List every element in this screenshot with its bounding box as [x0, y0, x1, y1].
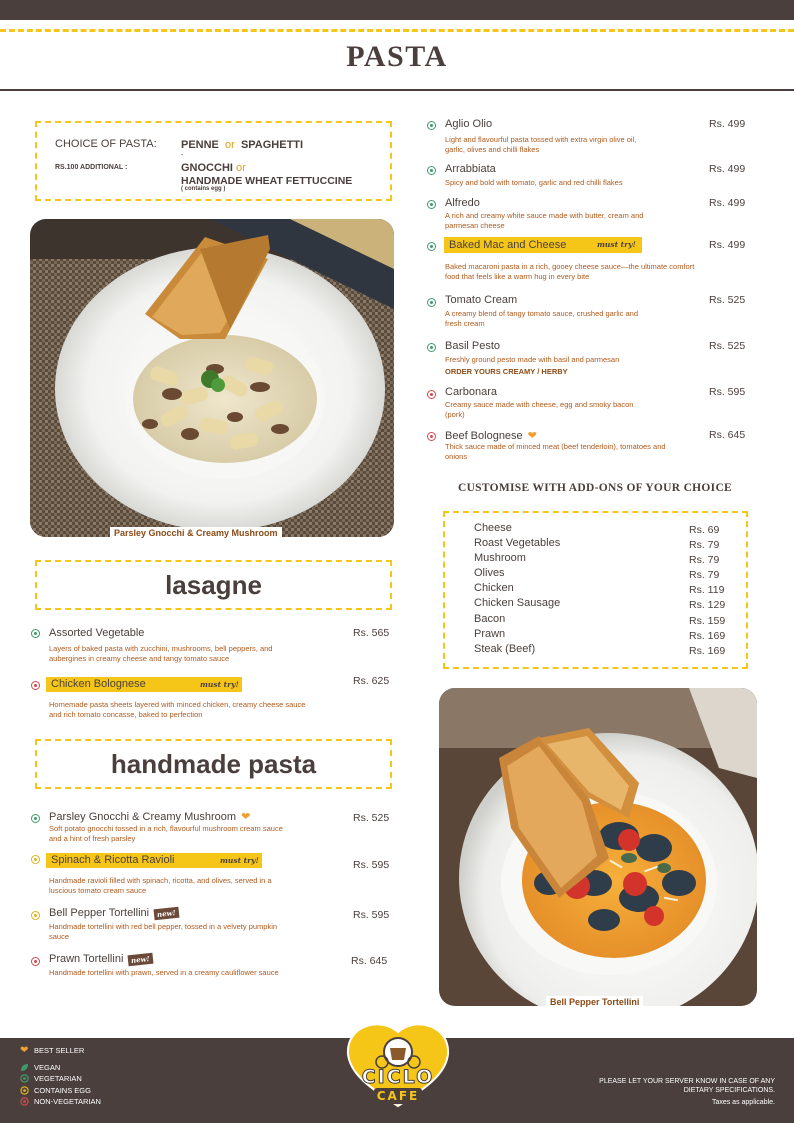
menu-item-description: Thick sauce made of minced meat (beef tenderloin), tomatoes and onions: [445, 442, 666, 461]
menu-item-description: Light and flavourful pasta tossed with extra virgin olive oil, garlic, olives and chilli flakes: [445, 135, 637, 154]
menu-item-price: Rs. 525: [353, 812, 390, 824]
choice-label: CHOICE OF PASTA:: [55, 138, 157, 150]
addon-name: Cheese: [474, 522, 512, 534]
choice-separator: -: [181, 152, 184, 159]
menu-item-name: Aglio Olio: [445, 118, 493, 130]
menu-item-price: Rs. 565: [353, 627, 390, 639]
new-tag: new!: [154, 907, 180, 921]
menu-item-price: Rs. 499: [709, 239, 746, 251]
menu-item-price: Rs. 625: [353, 675, 390, 687]
best-seller-heart-icon: ❤: [527, 430, 537, 442]
menu-item-name: Spinach & Ricotta Ravioli: [51, 854, 175, 866]
dietary-note: [560, 1077, 775, 1107]
tortellini-photo-illustration: [439, 688, 757, 1006]
addon-price: Rs. 79: [689, 539, 720, 551]
dietary-note-line2: DIETARY SPECIFICATIONS.: [683, 1087, 775, 1094]
menu-item-description: Baked macaroni pasta in a rich, gooey cheese sauce—the ultimate comfort food that feels like a warm hug in every bite: [445, 262, 695, 281]
menu-item-name: Assorted Vegetable: [49, 627, 145, 639]
legend-non-vegetarian: [20, 1097, 101, 1106]
menu-item-name: [49, 953, 153, 965]
gnocchi-photo-caption: Parsley Gnocchi & Creamy Mushroom: [110, 527, 282, 539]
addon-price: Rs. 159: [689, 615, 726, 627]
non-vegetarian-icon: [31, 681, 40, 690]
top-bar: [0, 0, 794, 20]
top-dashed-line: [0, 29, 794, 32]
vegetarian-icon: [427, 242, 436, 251]
or-text: or: [225, 139, 235, 151]
vegetarian-icon: [20, 1074, 29, 1083]
menu-item-description: Creamy sauce made with cheese, egg and smoky bacon (pork): [445, 400, 634, 419]
vegetarian-icon: [427, 343, 436, 352]
choice-additional-label: RS.100 ADDITIONAL :: [55, 164, 128, 171]
menu-item-price: Rs. 499: [709, 163, 746, 175]
menu-item-name-text: Beef Bolognese: [445, 430, 523, 442]
menu-item-name: Arrabbiata: [445, 163, 496, 175]
choice-gnocchi: [181, 162, 246, 174]
addon-name: Bacon: [474, 613, 506, 625]
menu-item-price: Rs. 499: [709, 118, 746, 130]
menu-item-name: Chicken Bolognese: [51, 678, 146, 690]
page-title: PASTA: [346, 40, 448, 73]
addon-name: Olives: [474, 567, 505, 579]
option-spaghetti: SPAGHETTI: [240, 139, 304, 151]
contains-egg-icon: [31, 855, 40, 864]
vegetarian-icon: [427, 121, 436, 130]
menu-item-price: Rs. 595: [353, 859, 390, 871]
or-text: or: [236, 162, 246, 174]
tortellini-photo-caption: Bell Pepper Tortellini: [546, 996, 643, 1008]
menu-item-price: Rs. 595: [709, 386, 746, 398]
legend-vegan-label: VEGAN: [34, 1063, 61, 1072]
addon-price: Rs. 119: [689, 584, 725, 596]
menu-item-description: Handmade tortellini with red bell pepper, tossed in a velvety pumpkin sauce: [49, 922, 278, 941]
non-vegetarian-icon: [427, 390, 436, 399]
order-note: ORDER YOURS CREAMY / HERBY: [445, 367, 568, 376]
addon-price: Rs. 129: [689, 599, 726, 611]
title-divider: [0, 89, 794, 91]
contains-egg-icon: [31, 911, 40, 920]
addon-name: Steak (Beef): [474, 643, 536, 655]
addon-name: Chicken: [474, 582, 514, 594]
must-try-tag: must try!: [597, 240, 636, 249]
menu-item-description: Handmade ravioli filled with spinach, ricotta, and olives, served in a luscious tomato cream sauce: [49, 876, 272, 895]
non-vegetarian-icon: [20, 1097, 29, 1106]
addon-name: Roast Vegetables: [474, 537, 561, 549]
non-vegetarian-icon: [31, 957, 40, 966]
menu-item-description: Layers of baked pasta with zucchini, mushrooms, bell peppers, and aubergines in creamy cheese and tangy tomato sauce: [49, 644, 273, 663]
option-fettuccine: HANDMADE WHEAT FETTUCCINE: [181, 175, 353, 187]
option-fettuccine-note: ( contains egg ): [181, 186, 226, 192]
must-try-tag: must try!: [220, 856, 259, 865]
option-penne: PENNE: [181, 139, 219, 151]
option-gnocchi: GNOCCHI: [181, 162, 233, 174]
legend-contains-egg-label: CONTAINS EGG: [34, 1086, 91, 1095]
contains-egg-icon: [20, 1086, 29, 1095]
addons-heading: CUSTOMISE WITH ADD-ONS OF YOUR CHOICE: [457, 482, 733, 494]
handmade-pasta-header-box: [35, 739, 392, 789]
logo-ciclo-text: CICLO: [361, 1066, 435, 1088]
lasagne-header-box: [35, 560, 392, 610]
menu-item-description: Handmade tortellini with prawn, served in a creamy cauliflower sauce: [49, 968, 279, 977]
logo-cafe-text: CAFE: [374, 1088, 422, 1104]
vegetarian-icon: [31, 629, 40, 638]
tortellini-photo: [439, 688, 757, 1006]
handmade-pasta-heading: handmade pasta: [110, 748, 317, 779]
menu-item-description: A rich and creamy white sauce made with butter, cream and parmesan cheese: [445, 211, 644, 230]
best-seller-heart-icon: ❤: [20, 1045, 29, 1056]
legend-best-seller: [20, 1046, 84, 1055]
vegetarian-icon: [427, 298, 436, 307]
legend-vegetarian: [20, 1074, 82, 1083]
choice-basic-options: [181, 139, 303, 151]
leaf-icon: [20, 1063, 29, 1072]
menu-item-name: Tomato Cream: [445, 294, 518, 306]
menu-item-name: [49, 907, 179, 919]
menu-item-description: A creamy blend of tangy tomato sauce, crushed garlic and fresh cream: [445, 309, 639, 328]
menu-item-name-text: Prawn Tortellini: [49, 953, 124, 965]
legend-contains-egg: [20, 1086, 91, 1095]
legend-vegan: [20, 1063, 60, 1072]
menu-item-price: Rs. 525: [709, 340, 746, 352]
menu-item-price: Rs. 645: [709, 429, 746, 441]
addon-price: Rs. 169: [689, 630, 726, 642]
menu-item-description: Spicy and bold with tomato, garlic and red chilli flakes: [445, 178, 623, 187]
non-vegetarian-icon: [427, 432, 436, 441]
taxes-note: Taxes as applicable.: [711, 1099, 775, 1106]
addon-name: Mushroom: [474, 552, 526, 564]
lasagne-heading: lasagne: [165, 569, 262, 600]
menu-item-name: Alfredo: [445, 197, 480, 209]
menu-item-description: Soft potato gnocchi tossed in a rich, flavourful mushroom cream sauce and a hint of fresh parsley: [49, 824, 283, 843]
menu-item-name: Baked Mac and Cheese: [449, 239, 567, 251]
menu-item-name-text: Parsley Gnocchi & Creamy Mushroom: [49, 811, 237, 823]
menu-item-price: Rs. 525: [709, 294, 746, 306]
menu-item-name: Basil Pesto: [445, 340, 501, 352]
menu-item-name: [49, 810, 250, 823]
addon-price: Rs. 79: [689, 569, 720, 581]
menu-item-description: Freshly ground pesto made with basil and parmesan: [445, 355, 620, 364]
menu-item-name: Carbonara: [445, 386, 497, 398]
new-tag: new!: [128, 953, 154, 967]
menu-item-description: Homemade pasta sheets layered with minced chicken, creamy cheese sauce and rich tomato concasse, baked to perfection: [49, 700, 306, 719]
best-seller-heart-icon: ❤: [241, 811, 251, 823]
menu-item-name: [445, 429, 537, 442]
menu-item-price: Rs. 499: [709, 197, 746, 209]
gnocchi-photo: [30, 219, 394, 537]
vegetarian-icon: [427, 200, 436, 209]
addon-price: Rs. 79: [689, 554, 720, 566]
gnocchi-photo-illustration: [30, 219, 394, 537]
addon-price: Rs. 69: [689, 524, 720, 536]
vegetarian-icon: [427, 166, 436, 175]
addon-name: Chicken Sausage: [474, 597, 561, 609]
legend-non-vegetarian-label: NON-VEGETARIAN: [34, 1097, 101, 1106]
menu-item-price: Rs. 645: [351, 955, 388, 967]
menu-item-price: Rs. 595: [353, 909, 390, 921]
dietary-note-line1: PLEASE LET YOUR SERVER KNOW IN CASE OF ANY: [599, 1078, 775, 1085]
addon-price: Rs. 169: [689, 645, 726, 657]
ciclo-cafe-logo: [340, 1022, 456, 1110]
addon-name: Prawn: [474, 628, 506, 640]
must-try-tag: must try!: [200, 680, 239, 689]
legend-best-seller-label: BEST SELLER: [34, 1046, 85, 1055]
menu-item-name-text: Bell Pepper Tortellini: [49, 907, 150, 919]
legend-vegetarian-label: VEGETARIAN: [34, 1074, 82, 1083]
vegetarian-icon: [31, 814, 40, 823]
